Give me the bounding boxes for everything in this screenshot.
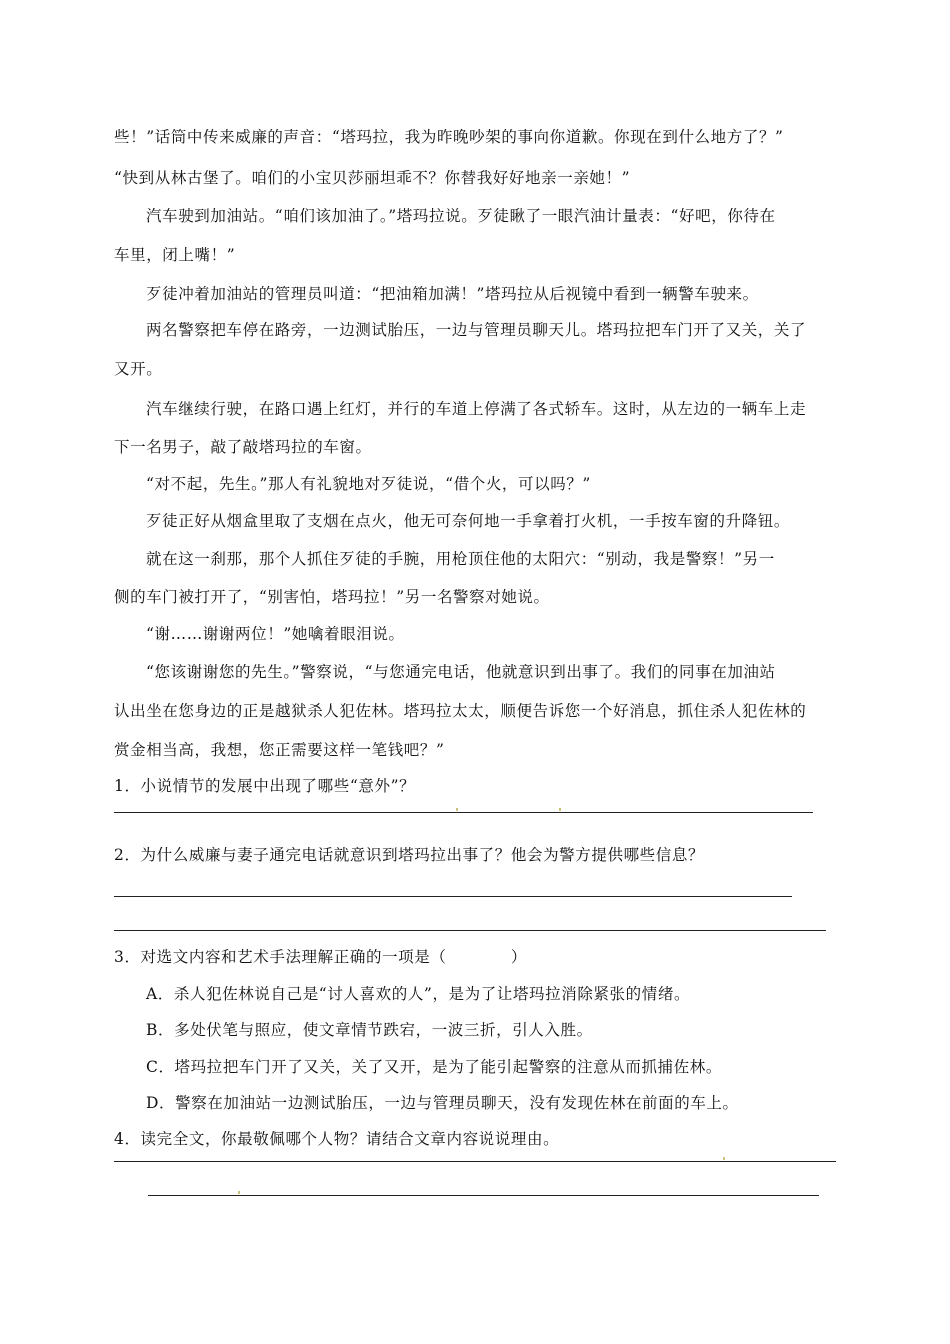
answer-line[interactable] [114,896,792,897]
answer-line[interactable] [114,930,826,931]
question-3: 3．对选文内容和艺术手法理解正确的一项是（ ） [114,948,527,966]
option-a: A．杀人犯佐林说自己是“讨人喜欢的人”，是为了让塔玛拉消除紧张的情绪。 [146,985,691,1003]
question-4: 4．读完全文，你最敬佩哪个人物？请结合文章内容说说理由。 [114,1130,560,1148]
story-line: 歹徒冲着加油站的管理员叫道：“把油箱加满！”塔玛拉从后视镜中看到一辆警车驶来。 [146,285,759,303]
story-line: 汽车继续行驶，在路口遇上红灯，并行的车道上停满了各式轿车。这时，从左边的一辆车上走 [146,400,807,418]
answer-line[interactable] [114,1161,836,1162]
story-line: 又开。 [114,360,163,378]
story-line: “快到从林古堡了。咱们的小宝贝莎丽坦乖不？你替我好好地亲一亲她！” [114,169,631,187]
underline-mark [559,808,561,811]
option-b: B．多处伏笔与照应，使文章情节跌宕，一波三折，引人入胜。 [146,1021,593,1039]
question-1: 1．小说情节的发展中出现了哪些“意外”？ [114,777,416,795]
option-c: C．塔玛拉把车门开了又关，关了又开，是为了能引起警察的注意从而抓捕佐林。 [146,1058,722,1076]
story-line: “谢……谢谢两位！”她噙着眼泪说。 [146,625,405,643]
story-line: 赏金相当高，我想，您正需要这样一笔钱吧？” [114,741,445,759]
story-line: 些！”话筒中传来威廉的声音：“塔玛拉，我为昨晚吵架的事向你道歉。你现在到什么地方了？” [114,128,784,146]
story-line: 车里，闭上嘴！” [114,246,236,264]
story-line: 歹徒正好从烟盒里取了支烟在点火，他无可奈何地一手拿着打火机，一手按车窗的升降钮。 [146,512,791,530]
story-line: 两名警察把车停在路旁，一边测试胎压，一边与管理员聊天儿。塔玛拉把车门开了又关，关了 [146,321,807,339]
underline-mark [456,808,458,811]
story-line: “对不起，先生。”那人有礼貌地对歹徒说，“借个火，可以吗？” [146,475,591,493]
question-2: 2．为什么威廉与妻子通完电话就意识到塔玛拉出事了？他会为警方提供哪些信息？ [114,846,705,864]
answer-line[interactable] [114,812,813,813]
story-line: 侧的车门被打开了，“别害怕，塔玛拉！”另一名警察对她说。 [114,588,550,606]
option-d: D．警察在加油站一边测试胎压，一边与管理员聊天，没有发现佐林在前面的车上。 [146,1094,739,1112]
story-line: 下一名男子，敲了敲塔玛拉的车窗。 [114,438,372,456]
story-line: 认出坐在您身边的正是越狱杀人犯佐林。塔玛拉太太，顺便告诉您一个好消息，抓住杀人犯佐林的 [114,702,807,720]
answer-line[interactable] [148,1195,819,1196]
story-line: 就在这一刹那，那个人抓住歹徒的手腕，用枪顶住他的太阳穴：“别动，我是警察！”另一 [146,550,775,568]
story-line: 汽车驶到加油站。“咱们该加油了。”塔玛拉说。歹徒瞅了一眼汽油计量表：“好吧，你待在 [146,207,776,225]
underline-mark [723,1157,725,1160]
underline-mark [238,1191,240,1194]
story-line: “您该谢谢您的先生。”警察说，“与您通完电话，他就意识到出事了。我们的同事在加油站 [146,663,776,681]
